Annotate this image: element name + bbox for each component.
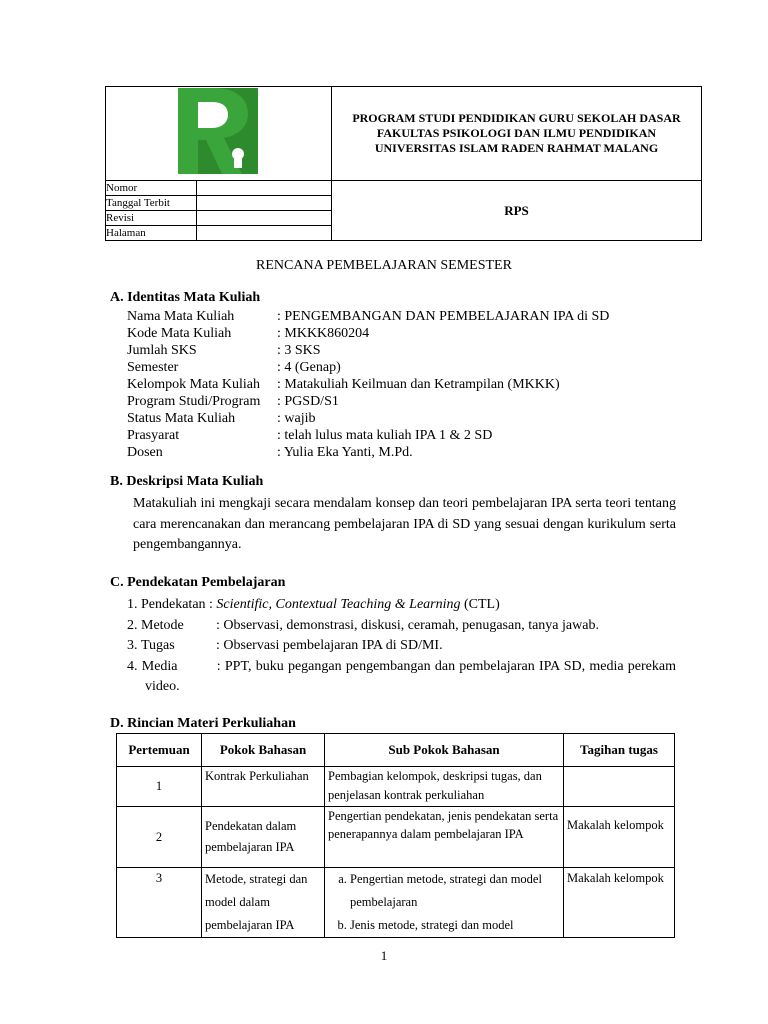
identity-label: Jumlah SKS [127, 343, 197, 358]
identity-row [0, 325, 768, 342]
cell-pokok: Pendekatan dalam pembelajaran IPA [202, 807, 325, 868]
meta-label-halaman: Halaman [106, 226, 197, 241]
identity-label: Kelompok Mata Kuliah [127, 377, 260, 392]
identity-value: : 3 SKS [277, 343, 321, 358]
approach-item-1 [127, 595, 676, 616]
cell-pokok: Kontrak Perkuliahan [202, 767, 325, 807]
section-c-heading: C. Pendekatan Pembelajaran [110, 575, 286, 590]
meta-cell [106, 181, 332, 241]
doc-code: RPS [332, 181, 702, 241]
identity-label: Nama Mata Kuliah [127, 309, 235, 324]
item-label: Tugas [141, 638, 175, 653]
identity-value: : telah lulus mata kuliah IPA 1 & 2 SD [277, 428, 493, 443]
meta-value [197, 181, 332, 196]
item-separator: : [205, 597, 217, 612]
col-header-pertemuan: Pertemuan [117, 734, 202, 767]
table-row [117, 767, 675, 807]
meta-label-revisi: Revisi [106, 211, 197, 226]
table-row [117, 807, 675, 868]
section-d-heading: D. Rincian Materi Perkuliahan [110, 716, 296, 731]
sub-list [328, 868, 560, 937]
identity-label: Status Mata Kuliah [127, 411, 236, 426]
item-italic: Scientific, Contextual Teaching & Learning [216, 597, 461, 612]
meta-value [197, 196, 332, 211]
cell-sub [325, 868, 564, 938]
identity-row [0, 376, 768, 393]
meta-table [106, 181, 331, 240]
col-header-sub: Sub Pokok Bahasan [325, 734, 564, 767]
item-label: Pendekatan [141, 597, 206, 612]
institution-line-1: PROGRAM STUDI PENDIDIKAN GURU SEKOLAH DASAR [352, 111, 681, 125]
approach-item-4 [127, 657, 676, 698]
cell-sub: Pengertian pendekatan, jenis pendekatan serta penerapannya dalam pembelajaran IPA [325, 807, 564, 868]
cell-sub: Pembagian kelompok, deskripsi tugas, dan penjelasan kontrak perkuliahan [325, 767, 564, 807]
page-number: 1 [380, 948, 388, 963]
identity-row [0, 308, 768, 325]
table-row [117, 868, 675, 938]
meta-value [197, 211, 332, 226]
meta-label-tanggal: Tanggal Terbit [106, 196, 197, 211]
item-text: PPT, buku pegangan pengembangan dan pembelajaran IPA SD, media perekam video. [145, 658, 676, 694]
cell-pokok: Metode, strategi dan model dalam pembelajaran IPA [202, 868, 325, 938]
institution-line-3: UNIVERSITAS ISLAM RADEN RAHMAT MALANG [374, 141, 659, 155]
table-header-row [117, 734, 675, 767]
logo-cell [106, 87, 332, 181]
col-header-pokok: Pokok Bahasan [202, 734, 325, 767]
identity-label: Program Studi/Program [127, 394, 261, 409]
identity-label: Prasyarat [127, 428, 180, 443]
item-separator: : [216, 617, 224, 633]
meta-value [197, 226, 332, 241]
approach-item-3 [127, 636, 676, 657]
page-title: RENCANA PEMBELAJARAN SEMESTER [256, 258, 512, 273]
identity-label: Kode Mata Kuliah [127, 326, 232, 341]
institution-name [332, 87, 702, 181]
item-number: 2. [127, 617, 138, 633]
identity-row [0, 342, 768, 359]
col-header-tagihan: Tagihan tugas [564, 734, 675, 767]
cell-no: 3 [117, 868, 202, 938]
identity-value: : MKKK860204 [277, 326, 370, 341]
course-description: Matakuliah ini mengkaji secara mendalam konsep dan teori pembelajaran IPA serta teori tentang cara merencanakan dan merancang pembelajaran IPA di SD yang sesuai dengan kurikulum serta pengembangannya. [133, 496, 676, 552]
identity-value: : PENGEMBANGAN DAN PEMBELAJARAN IPA di SD [277, 309, 610, 324]
identity-row [0, 359, 768, 376]
identity-value: : wajib [277, 411, 316, 426]
identity-value: : Yulia Eka Yanti, M.Pd. [277, 445, 413, 460]
section-a-heading: A. Identitas Mata Kuliah [110, 290, 261, 305]
list-item: b. Jenis metode, strategi dan model [350, 914, 560, 937]
approach-list [127, 595, 676, 698]
item-separator: : [216, 658, 225, 674]
item-text: (CTL) [460, 597, 500, 612]
cell-tagihan: Makalah kelompok [564, 868, 675, 938]
meta-label-nomor: Nomor [106, 181, 197, 196]
university-logo [178, 88, 258, 174]
identity-label: Semester [127, 360, 179, 375]
cell-tagihan [564, 767, 675, 807]
identity-value: : Matakuliah Keilmuan dan Ketrampilan (MKKK) [277, 377, 560, 392]
identity-row [0, 410, 768, 427]
item-number: 1. [127, 597, 138, 612]
list-item: a. Pengertian metode, strategi dan model pembelajaran [350, 868, 560, 914]
identity-label: Dosen [127, 445, 163, 460]
item-text: Observasi, demonstrasi, diskusi, ceramah, penugasan, tanya jawab. [223, 617, 599, 633]
identity-row [0, 427, 768, 444]
identity-row [0, 393, 768, 410]
section-b-heading: B. Deskripsi Mata Kuliah [110, 474, 264, 489]
cell-no: 1 [117, 767, 202, 807]
item-label: Media [141, 658, 178, 674]
cell-no: 2 [117, 807, 202, 868]
institution-line-2: FAKULTAS PSIKOLOGI DAN ILMU PENDIDIKAN [376, 126, 657, 140]
item-separator: : [216, 638, 224, 653]
identity-value: : PGSD/S1 [277, 394, 339, 409]
document-header [105, 86, 702, 241]
item-label: Metode [141, 617, 184, 633]
course-material-table [116, 733, 675, 938]
item-text: Observasi pembelajaran IPA di SD/MI. [223, 638, 443, 653]
identity-row [0, 444, 768, 461]
item-number: 3. [127, 638, 138, 653]
identity-value: : 4 (Genap) [277, 360, 341, 375]
cell-tagihan: Makalah kelompok [564, 807, 675, 868]
item-number: 4. [127, 658, 138, 674]
approach-item-2 [127, 616, 676, 637]
